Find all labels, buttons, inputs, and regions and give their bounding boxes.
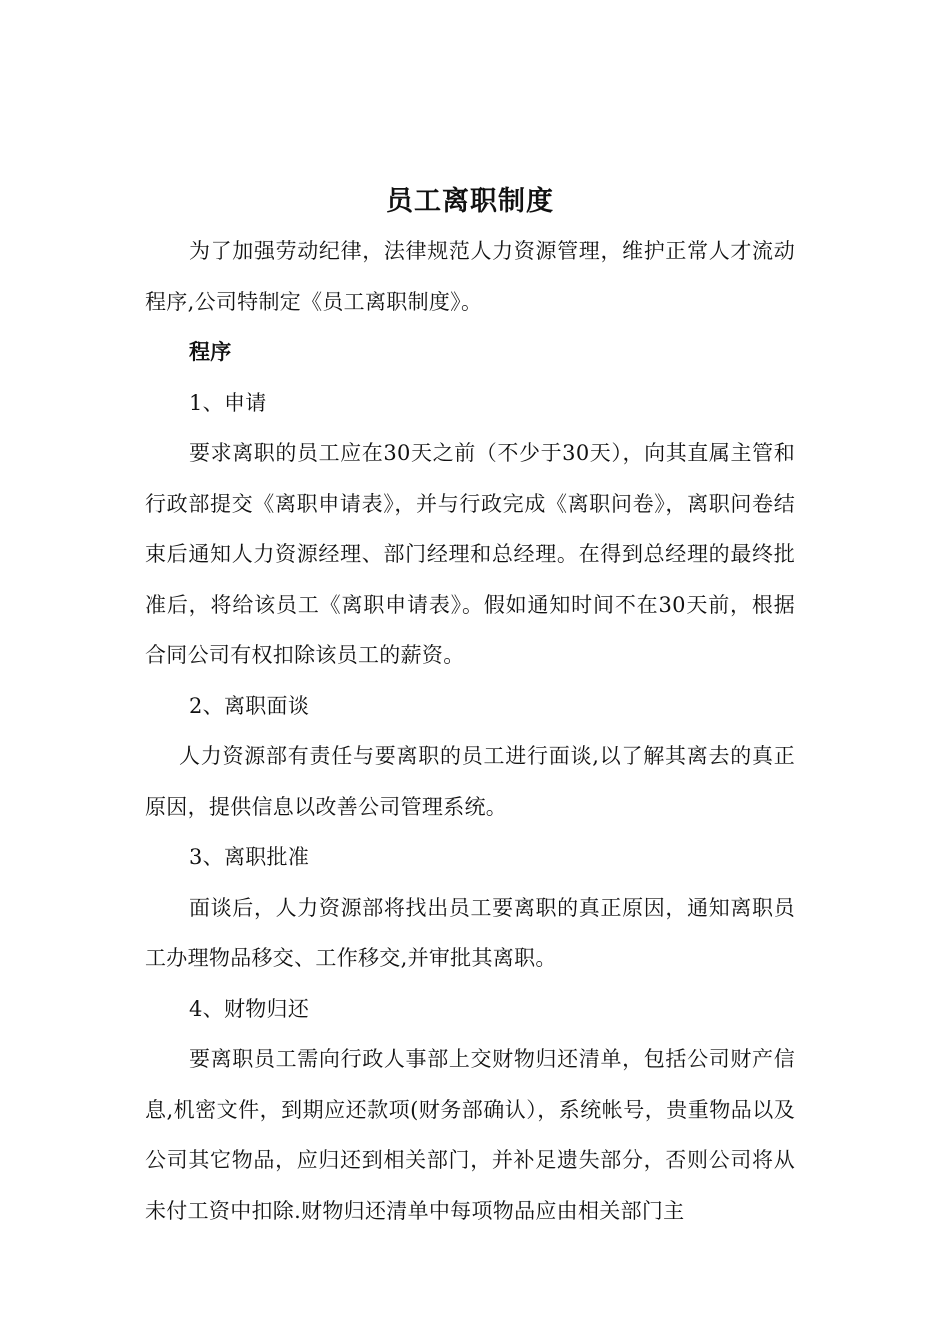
section-4-heading: 4、财物归还 xyxy=(189,996,310,1021)
document-title: 员工离职制度 xyxy=(386,186,554,217)
section-2-heading: 2、离职面谈 xyxy=(189,693,310,718)
section-3-body: 面谈后，人力资源部将找出员工要离职的真正原因，通知离职员工办理物品移交、工作移交,并审批其离职。 xyxy=(145,895,795,970)
section-2-body: 人力资源部有责任与要离职的员工进行面谈,以了解其离去的真正原因，提供信息以改善公司管理系统。 xyxy=(145,744,795,819)
section-1-body: 要求离职的员工应在30天之前（不少于30天），向其直属主管和行政部提交《离职申请表》，并与行政完成《离职问卷》，离职问卷结束后通知人力资源经理、部门经理和总经理。在得到总经理的最终批准后，将给该员工《离职申请表》。假如通知时间不在30天前，根据合同公司有权扣除该员工的薪资。 xyxy=(145,441,795,667)
section-4-body: 要离职员工需向行政人事部上交财物归还清单，包括公司财产信息,机密文件，到期应还款项(财务部确认），系统帐号，贵重物品以及公司其它物品，应归还到相关部门，并补足遗失部分，否则公司将从未付工资中扣除.财物归还清单中每项物品应由相关部门主 xyxy=(145,1047,795,1223)
intro-paragraph: 为了加强劳动纪律，法律规范人力资源管理，维护正常人才流动程序,公司特制定《员工离职制度》。 xyxy=(145,239,795,314)
document-page xyxy=(145,178,795,1236)
section-1-heading: 1、申请 xyxy=(189,390,267,415)
section-3-heading: 3、离职批准 xyxy=(189,845,310,869)
section-heading-procedure: 程序 xyxy=(189,339,232,364)
